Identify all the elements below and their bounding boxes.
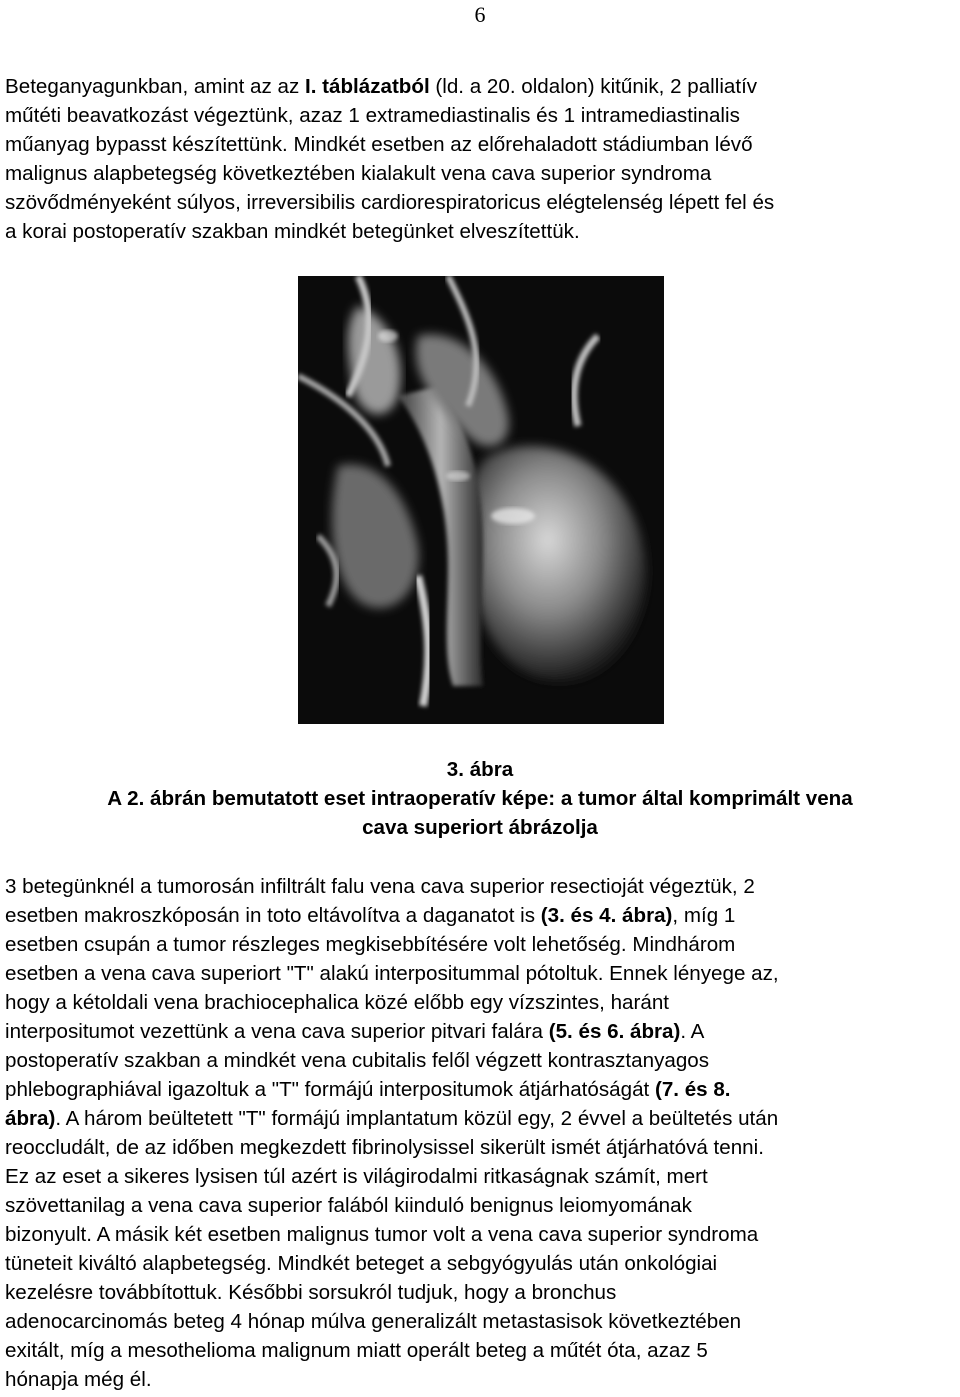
text-line: reoccludált, de az időben megkezdett fibrinolysissel sikerült ismét átjárhatóvá tenni.: [5, 1136, 764, 1159]
text-line: [5, 1017, 960, 1046]
text-line: tüneteit kiváltó alapbetegség. Mindkét beteget a sebgyógyulás után onkológiai: [5, 1252, 718, 1275]
text-line: Ez az eset a sikeres lysisen túl azért is világirodalmi ritkaságnak számít, mert: [5, 1165, 708, 1188]
figure-number: 3. ábra: [446, 758, 514, 781]
text-line: [5, 1075, 960, 1104]
text-span: , míg 1: [672, 904, 736, 927]
text-line: [5, 1104, 960, 1133]
text-span: . A három beültetett "T" formájú implantatum közül egy, 2 évvel a beültetés után: [55, 1107, 779, 1130]
intro-paragraph: [5, 72, 960, 246]
text-line: műanyag bypasst készítettünk. Mindkét esetben az előrehaladott stádiumban lévő: [5, 133, 753, 156]
intraoperative-photo: [298, 276, 664, 724]
text-span: (ld. a 20. oldalon) kitűnik, 2 palliatív: [429, 75, 758, 98]
text-line: kezelésre továbbítottuk. Későbbi sorsukról tudjuk, hogy a bronchus: [5, 1281, 617, 1304]
text-line: adenocarcinomás beteg 4 hónap múlva generalizált metastasisok következtében: [5, 1310, 742, 1333]
text-line: szövettanilag a vena cava superior falából kiinduló benignus leiomyomának: [5, 1194, 692, 1217]
text-line: hónapja még él.: [5, 1368, 152, 1391]
text-span: interpositumot vezettünk a vena cava superior pitvari falára: [5, 1020, 549, 1043]
text-line: a korai postoperatív szakban mindkét betegünket elveszítettük.: [5, 220, 580, 243]
bold-reference: (5. és 6. ábra): [548, 1020, 681, 1043]
text-span: . A: [680, 1020, 705, 1043]
caption-line: A 2. ábrán bemutatott eset intraoperatív képe: a tumor által komprimált vena: [107, 787, 853, 810]
text-line: bizonyult. A másik két esetben malignus tumor volt a vena cava superior syndroma: [5, 1223, 759, 1246]
text-line: 3 betegünknél a tumorosán infiltrált falu vena cava superior resectioját végeztük, 2: [5, 875, 755, 898]
text-line: [5, 72, 960, 101]
text-line: esetben csupán a tumor részleges megkisebbítésére volt lehetőség. Mindhárom: [5, 933, 736, 956]
text-line: esetben a vena cava superiort "T" alakú interpositummal pótoltuk. Ennek lényege az,: [5, 962, 779, 985]
text-line: postoperatív szakban a mindkét vena cubitalis felől végzett kontrasztanyagos: [5, 1049, 710, 1072]
page-number: 6: [474, 2, 486, 27]
figure-label: [0, 755, 960, 784]
figure-caption: [0, 784, 960, 842]
bold-reference: (3. és 4. ábra): [540, 904, 673, 927]
text-line: műtéti beavatkozást végeztünk, azaz 1 extramediastinalis és 1 intramediastinalis: [5, 104, 740, 127]
text-span: esetben makroszkóposán in toto eltávolítva a daganatot is: [5, 904, 541, 927]
text-line: szövődményeként súlyos, irreversibilis cardiorespiratoricus elégtelenség lépett fel és: [5, 191, 775, 214]
caption-line: cava superiort ábrázolja: [362, 816, 598, 839]
text-line: hogy a kétoldali vena brachiocephalica közé előbb egy vízszintes, haránt: [5, 991, 669, 1014]
text-line: [5, 901, 960, 930]
bold-reference: ábra): [5, 1107, 56, 1130]
results-paragraph: [5, 872, 960, 1394]
text-span: phlebographiával igazoltuk a "T" formájú interpositumok átjárhatóságát: [5, 1078, 655, 1101]
bold-reference: (7. és 8.: [654, 1078, 731, 1101]
text-line: malignus alapbetegség következtében kialakult vena cava superior syndroma: [5, 162, 712, 185]
bold-reference: I. táblázatból: [304, 75, 430, 98]
text-line: exitált, míg a mesothelioma malignum miatt operált beteg a műtét óta, azaz 5: [5, 1339, 708, 1362]
text-span: Beteganyagunkban, amint az az: [5, 75, 305, 98]
